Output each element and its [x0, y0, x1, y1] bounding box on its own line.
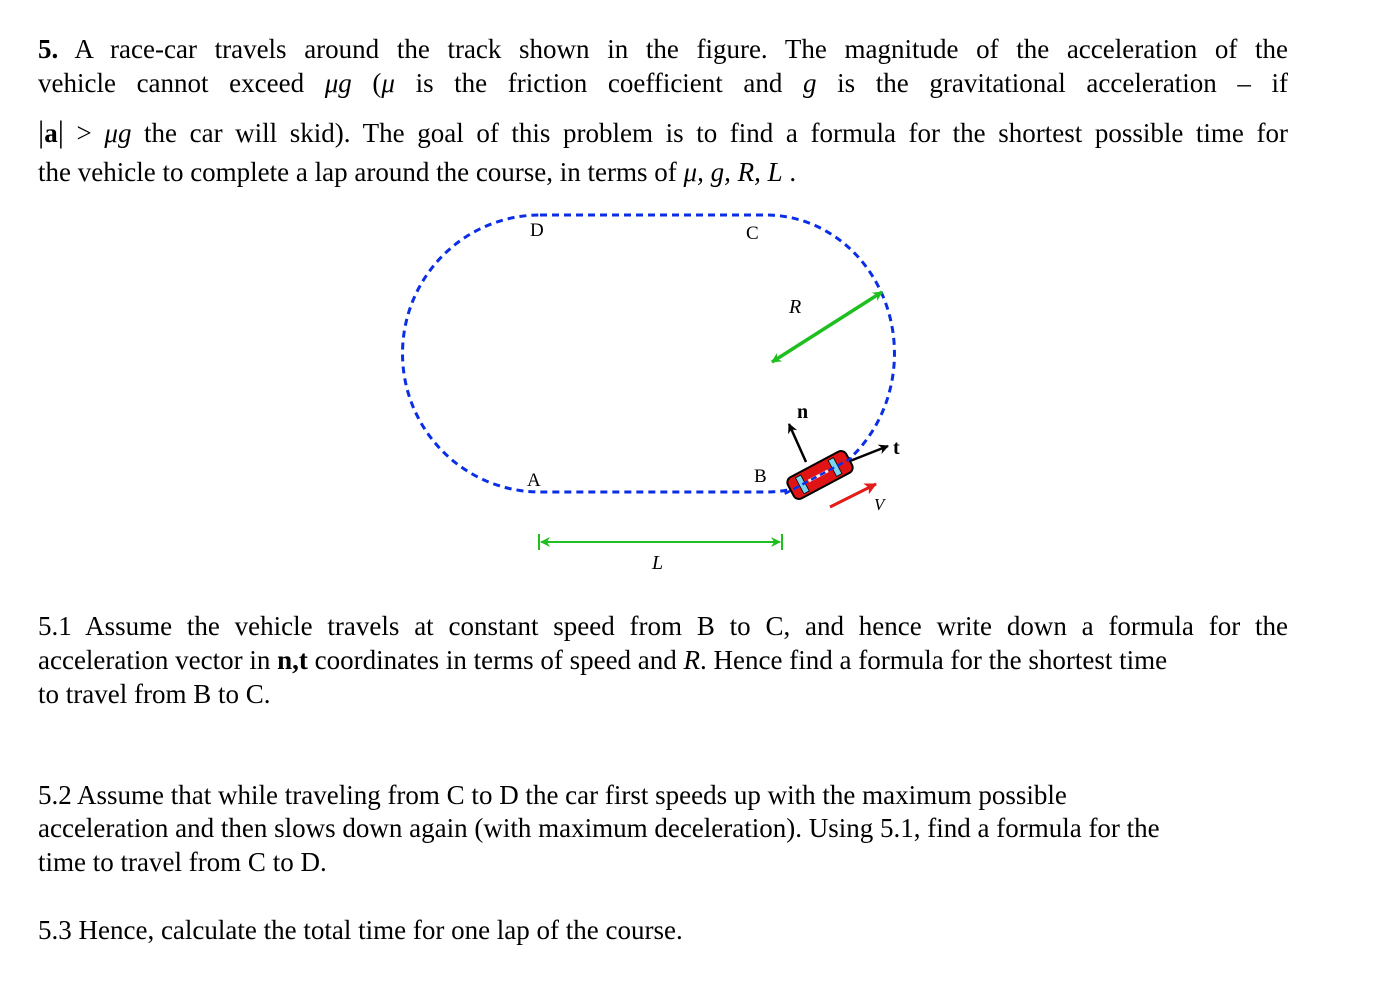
q53-line-1: 5.3 Hence, calculate the total time for one lap of the course. [38, 915, 683, 945]
label-r: R [789, 296, 802, 318]
q51-r-symbol: R [683, 645, 701, 675]
label-d: D [530, 220, 544, 241]
q51-line-2 [38, 645, 1167, 676]
acceleration-vector: a [44, 118, 58, 148]
problem-text-2b: is the friction coefficient and [415, 68, 804, 98]
g-symbol-2: g [803, 68, 817, 98]
q52-line-3: time to travel from C to D. [38, 847, 327, 877]
open-paren: ( [351, 68, 382, 98]
abs-bar-right: | [57, 114, 64, 149]
problem-text-1: A race-car travels around the track shown in the figure. The magnitude of the acceleration of the [74, 34, 1288, 64]
mu-symbol-3: μ [104, 118, 118, 148]
q51-text-c: . Hence find a formula for the shortest time [700, 645, 1168, 675]
track-path [403, 215, 895, 492]
label-b: B [754, 466, 767, 487]
normal-arrow [789, 424, 806, 462]
variables-list: μ, g, R, L [683, 157, 783, 187]
q51-nt-coords: n,t [277, 645, 308, 675]
problem-text-4-end: . [782, 157, 797, 187]
label-v: V [874, 495, 885, 514]
race-car [779, 446, 861, 505]
label-a: A [527, 470, 541, 491]
greater-than: > [63, 118, 105, 148]
label-t: t [893, 437, 900, 459]
q52-line-1: 5.2 Assume that while traveling from C to D the car first speeds up with the maximum possible [38, 780, 1067, 810]
problem-text-2a: vehicle cannot exceed [38, 68, 325, 98]
q51-text-a: acceleration vector in [38, 645, 278, 675]
q51-text-b: coordinates in terms of speed and [307, 645, 684, 675]
problem-number: 5. [38, 34, 59, 64]
velocity-arrow [830, 484, 876, 507]
q51-line-1: 5.1 Assume the vehicle travels at constant speed from B to C, and hence write down a formula for the [38, 611, 1288, 641]
mu-symbol-2: μ [381, 68, 395, 98]
problem-text-3: the car will skid). The goal of this problem is to find a formula for the shortest possible time for [131, 118, 1288, 148]
label-l: L [652, 552, 664, 574]
mu-symbol: μ [324, 68, 339, 98]
g-symbol: g [338, 68, 352, 98]
problem-text-4: the vehicle to complete a lap around the course, in terms of [38, 157, 684, 187]
problem-text-2c: is the gravitational acceleration – if [816, 68, 1289, 98]
abs-bar-left: | [38, 114, 45, 149]
q51-line-3: to travel from B to C. [38, 679, 271, 709]
q52-line-2: acceleration and then slows down again (with maximum deceleration). Using 5.1, find a formula for the [38, 813, 1160, 843]
label-n: n [797, 401, 809, 423]
label-c: C [746, 223, 759, 244]
g-symbol-3: g [117, 118, 132, 148]
